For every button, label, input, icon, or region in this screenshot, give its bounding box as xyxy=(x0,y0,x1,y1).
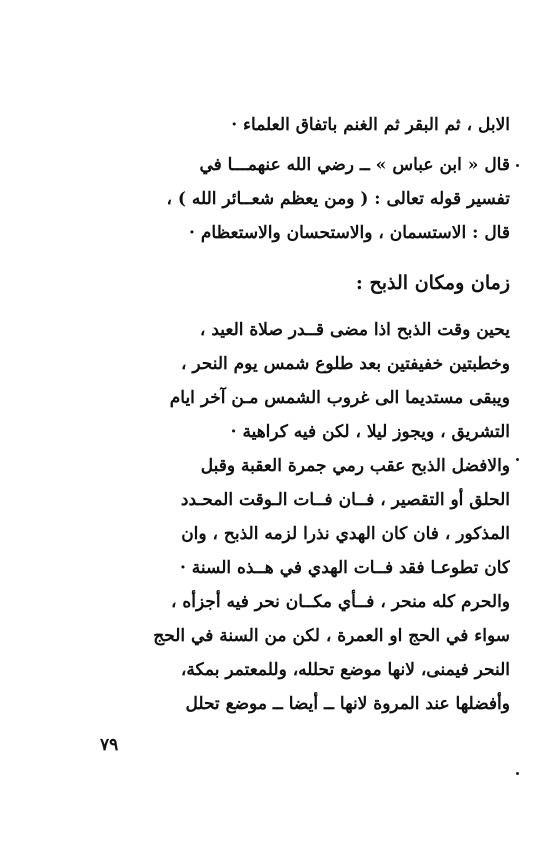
text-line: يحين وقت الذبح اذا مضى قــدر صلاة العيد ، xyxy=(199,320,510,340)
paragraph-3 xyxy=(80,313,510,449)
text-line: ويبقى مستديما الى غروب الشمس مـن آخر ايام xyxy=(169,388,510,408)
text-line: كان تطوعـا فقد فــات الهدي في هــذه السنة · xyxy=(179,558,510,578)
text-line: قال « ابن عباس » ــ رضي الله عنهمـــا في xyxy=(199,155,510,175)
scan-speck xyxy=(516,164,519,167)
text-line: الابل ، ثم البقر ثم الغنم باتفاق العلماء · xyxy=(231,115,510,135)
scan-speck xyxy=(516,458,519,461)
text-line: والحرم كله منحر ، فــأي مكــان نحر فيه أجزأه ، xyxy=(170,592,510,612)
paragraph-2 xyxy=(80,148,510,250)
section-heading: زمان ومكان الذبح : xyxy=(355,272,510,294)
text-line: والافضل الذبح عقب رمي جمرة العقبة وقبل xyxy=(200,456,510,476)
page-number: ٧٩ xyxy=(100,735,119,755)
paragraph-4 xyxy=(80,449,510,721)
text-line: وأفضلها عند المروة لانها ــ أيضا ــ موضع تحلل xyxy=(185,694,510,714)
text-line: تفسير قوله تعالى : ( ومن يعظم شعــائر الله ) ، xyxy=(166,189,510,209)
text-line: النحر فيمنى، لانها موضع تحلله، وللمعتمر بمكة، xyxy=(180,660,510,680)
text-line: قال : الاستسمان ، والاستحسان والاستعظام · xyxy=(189,223,510,243)
text-line: التشريق ، ويجوز ليلا ، لكن فيه كراهية · xyxy=(230,422,510,442)
text-line: سواء في الحج او العمرة ، لكن من السنة في الحج xyxy=(153,626,510,646)
paragraph-1 xyxy=(80,108,510,142)
scan-speck xyxy=(516,772,519,775)
text-line: الحلق أو التقصير ، فــان فــات الـوقت المحـدد xyxy=(180,490,510,510)
text-line: المذكور ، فان كان الهدي نذرا لزمه الذبح ، وان xyxy=(181,524,510,544)
text-line: وخطبتين خفيفتين بعد طلوع شمس يوم النحر ، xyxy=(180,354,510,374)
